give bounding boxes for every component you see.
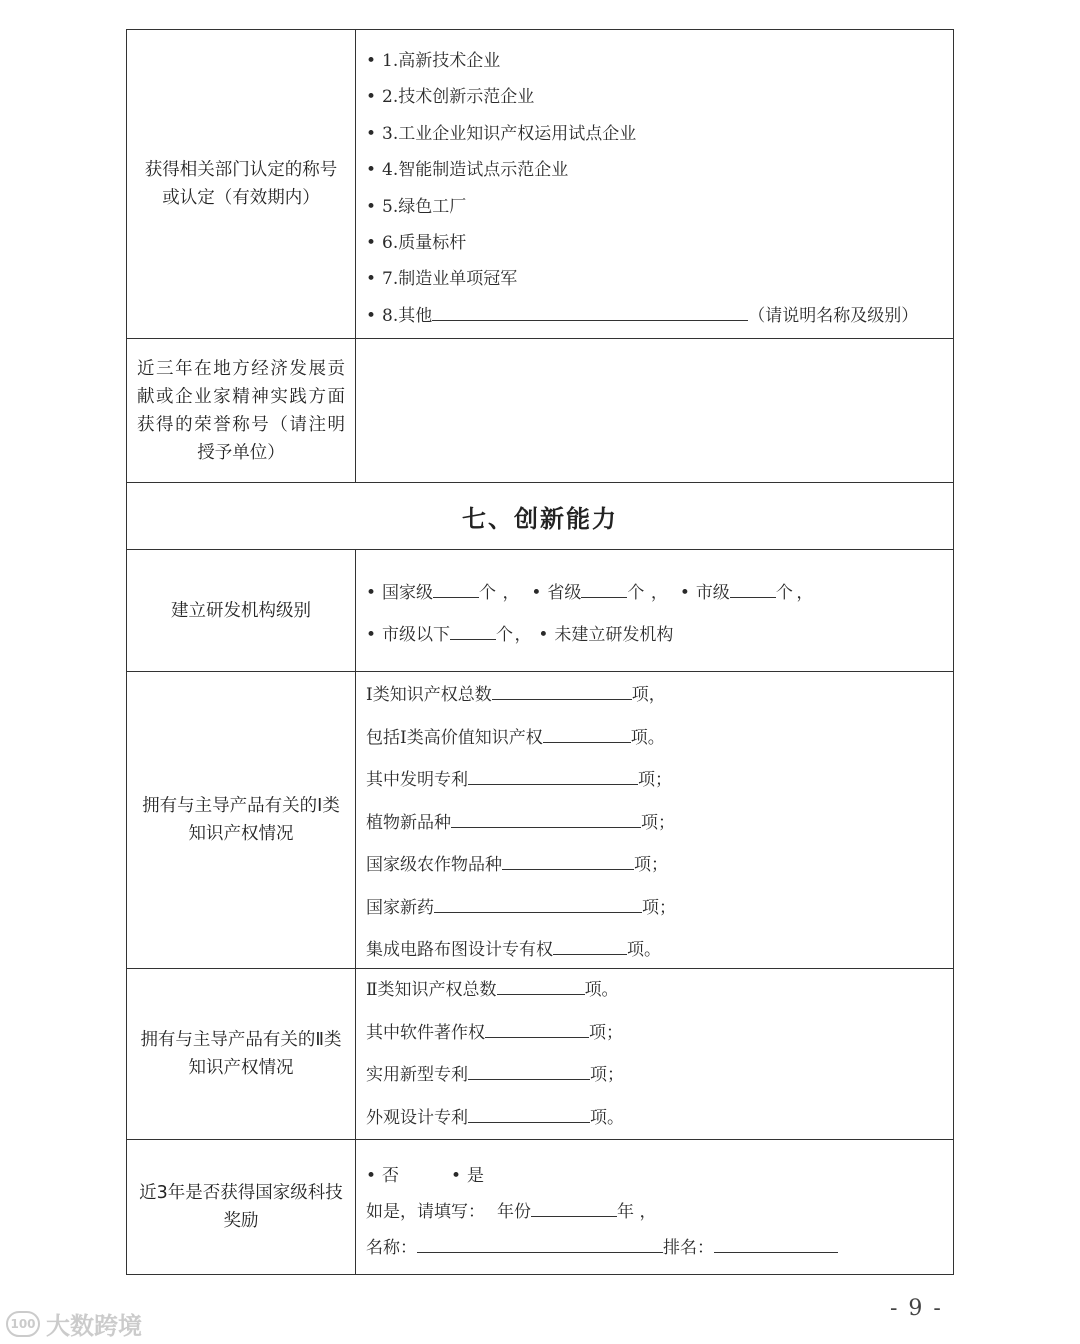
- other-honor-blank[interactable]: [432, 302, 748, 321]
- award-rank-blank[interactable]: [714, 1234, 838, 1253]
- ip2-total-blank[interactable]: [497, 976, 585, 995]
- honors-option-6[interactable]: • 6.质量标杆: [366, 225, 943, 261]
- checkbox-bullet[interactable]: •: [366, 87, 377, 108]
- award-name-blank[interactable]: [417, 1234, 663, 1253]
- crop-variety-blank[interactable]: [502, 851, 634, 870]
- honors-option-2[interactable]: • 2.技术创新示范企业: [366, 79, 943, 115]
- award-no-option[interactable]: 否: [382, 1166, 399, 1186]
- honors-label: 获得相关部门认定的称号或认定（有效期内）: [127, 30, 356, 338]
- local-honors-row: [127, 338, 953, 482]
- invention-patent-blank[interactable]: [468, 766, 638, 785]
- local-honors-label: 近三年在地方经济发展贡献或企业家精神实践方面获得的荣誉称号（请注明授予单位）: [127, 339, 356, 482]
- checkbox-bullet[interactable]: •: [366, 1166, 377, 1186]
- checkbox-bullet[interactable]: •: [366, 305, 377, 326]
- award-row: [127, 1139, 953, 1274]
- application-form: [126, 29, 954, 1275]
- honors-option-3[interactable]: • 3.工业企业知识产权运用试点企业: [366, 116, 943, 152]
- checkbox-bullet[interactable]: •: [538, 625, 549, 645]
- provincial-count-blank[interactable]: [581, 579, 627, 598]
- software-copyright-blank[interactable]: [485, 1019, 589, 1038]
- utility-model-blank[interactable]: [468, 1061, 590, 1080]
- checkbox-bullet[interactable]: •: [679, 583, 690, 603]
- checkbox-bullet[interactable]: •: [366, 51, 377, 71]
- checkbox-bullet[interactable]: •: [366, 160, 377, 181]
- ip1-label: 拥有与主导产品有关的Ⅰ类知识产权情况: [127, 672, 356, 968]
- checkbox-bullet[interactable]: •: [366, 123, 377, 144]
- watermark-logo-icon: 100: [6, 1311, 40, 1337]
- honors-option-other[interactable]: • 8.其他 （请说明名称及级别）: [366, 298, 943, 334]
- checkbox-bullet[interactable]: •: [366, 269, 377, 290]
- honors-option-4[interactable]: • 4.智能制造试点示范企业: [366, 152, 943, 188]
- honors-option-5[interactable]: • 5.绿色工厂: [366, 189, 943, 225]
- award-fields: • 否 • 是 如是，请填写： 年份 年 ， 名称： 排名：: [356, 1140, 953, 1274]
- watermark-text: 大数跨境: [46, 1312, 142, 1340]
- checkbox-bullet[interactable]: •: [366, 232, 377, 253]
- ip1-total-blank[interactable]: [492, 681, 632, 700]
- new-drug-blank[interactable]: [434, 894, 642, 913]
- checkbox-bullet[interactable]: •: [366, 625, 377, 645]
- watermark: [6, 1306, 142, 1341]
- checkbox-bullet[interactable]: •: [366, 583, 377, 603]
- design-patent-blank[interactable]: [468, 1104, 590, 1123]
- award-yes-option[interactable]: 是: [467, 1166, 484, 1186]
- checkbox-bullet[interactable]: •: [531, 583, 542, 603]
- honors-option-7[interactable]: • 7.制造业单项冠军: [366, 261, 943, 297]
- section-row: [127, 482, 953, 549]
- rnd-options: • 国家级 个 ， • 省级 个 ， • 市级 个 ， • 市级以下 个， • 未建立研发机构: [356, 550, 953, 671]
- checkbox-bullet[interactable]: •: [366, 196, 377, 217]
- plant-variety-blank[interactable]: [451, 809, 641, 828]
- city-count-blank[interactable]: [730, 579, 776, 598]
- below-city-count-blank[interactable]: [450, 621, 496, 640]
- ip1-high-value-blank[interactable]: [543, 724, 631, 743]
- honors-option-1[interactable]: • 1.高新技术企业: [366, 43, 943, 79]
- section-title: 七、创新能力: [462, 504, 618, 533]
- ip2-label: 拥有与主导产品有关的Ⅱ类知识产权情况: [127, 969, 356, 1139]
- honors-options: [356, 30, 953, 338]
- checkbox-bullet[interactable]: •: [451, 1166, 462, 1186]
- national-count-blank[interactable]: [433, 579, 479, 598]
- ip2-lines: Ⅱ类知识产权总数 项。 其中软件著作权 项； 实用新型专利 项； 外观设计专利 项。: [356, 969, 953, 1139]
- rnd-label: 建立研发机构级别: [127, 550, 356, 671]
- page-number: - 9 -: [890, 1296, 943, 1321]
- honors-row: [127, 30, 953, 338]
- local-honors-blank[interactable]: [356, 339, 953, 482]
- award-label: 近3年是否获得国家级科技奖励: [127, 1140, 356, 1274]
- ip1-lines: Ⅰ类知识产权总数 项， 包括Ⅰ类高价值知识产权 项。 其中发明专利 项； 植物新品种 项； 国家级农作物品种 项； 国家新药 项； 集成电路布图设计专有权 项。: [356, 672, 953, 968]
- ip1-row: [127, 671, 953, 968]
- rnd-row: [127, 549, 953, 671]
- award-year-blank[interactable]: [531, 1198, 617, 1217]
- ic-layout-blank[interactable]: [553, 936, 627, 955]
- ip2-row: [127, 968, 953, 1139]
